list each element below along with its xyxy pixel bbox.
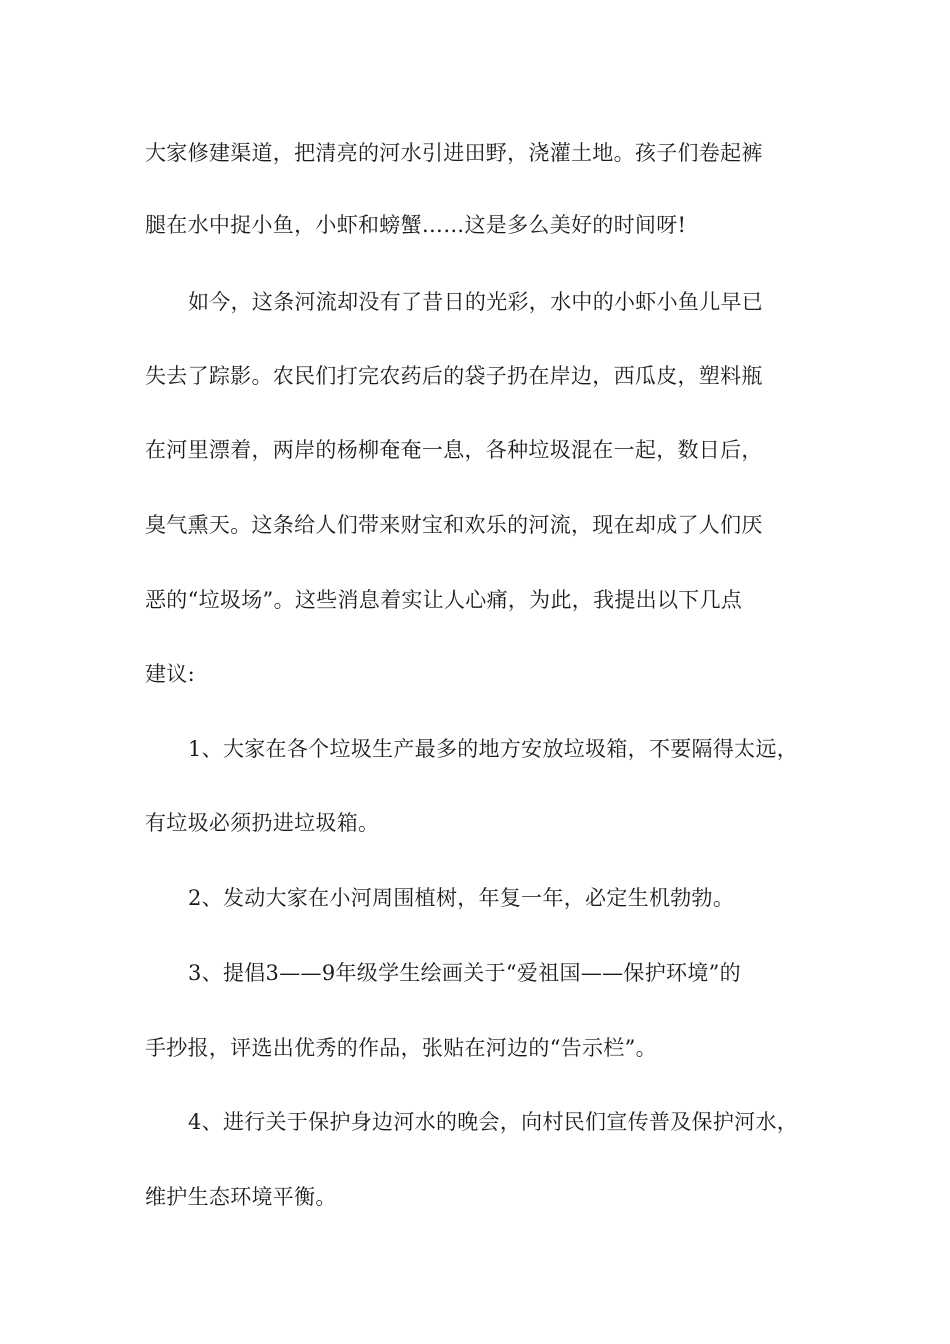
text-line-7: 恶的“垃圾场”。这些消息着实让人心痛，为此，我提出以下几点 <box>145 588 743 612</box>
text-line-5: 在河里漂着，两岸的杨柳奄奄一息，各种垃圾混在一起，数日后， <box>145 438 763 462</box>
suggestion-4-line-1: 4、进行关于保护身边河水的晚会，向村民们宣传普及保护河水， <box>188 1110 799 1134</box>
suggestion-3-line-1: 3、提倡3——9年级学生绘画关于“爱祖国——保护环境”的 <box>188 961 741 985</box>
suggestion-3-line-2: 手抄报，评选出优秀的作品，张贴在河边的“告示栏”。 <box>145 1036 657 1060</box>
text-line-4: 失去了踪影。农民们打完农药后的袋子扔在岸边，西瓜皮，塑料瓶 <box>145 364 763 388</box>
suggestion-4-line-2: 维护生态环境平衡。 <box>145 1185 337 1209</box>
text-line-6: 臭气熏天。这条给人们带来财宝和欢乐的河流，现在却成了人们厌 <box>145 513 763 537</box>
paragraph-2-line-1: 如今，这条河流却没有了昔日的光彩，水中的小虾小鱼儿早已 <box>188 290 764 314</box>
suggestion-1-line-1: 1、大家在各个垃圾生产最多的地方安放垃圾箱，不要隔得太远， <box>188 737 799 761</box>
text-line-1: 大家修建渠道，把清亮的河水引进田野，浇灌土地。孩子们卷起裤 <box>145 141 763 165</box>
text-line-8: 建议: <box>145 662 195 686</box>
suggestion-1-line-2: 有垃圾必须扔进垃圾箱。 <box>145 811 380 835</box>
text-line-2: 腿在水中捉小鱼，小虾和螃蟹……这是多么美好的时间呀! <box>145 213 687 237</box>
suggestion-2: 2、发动大家在小河周围植树，年复一年，必定生机勃勃。 <box>188 886 735 910</box>
